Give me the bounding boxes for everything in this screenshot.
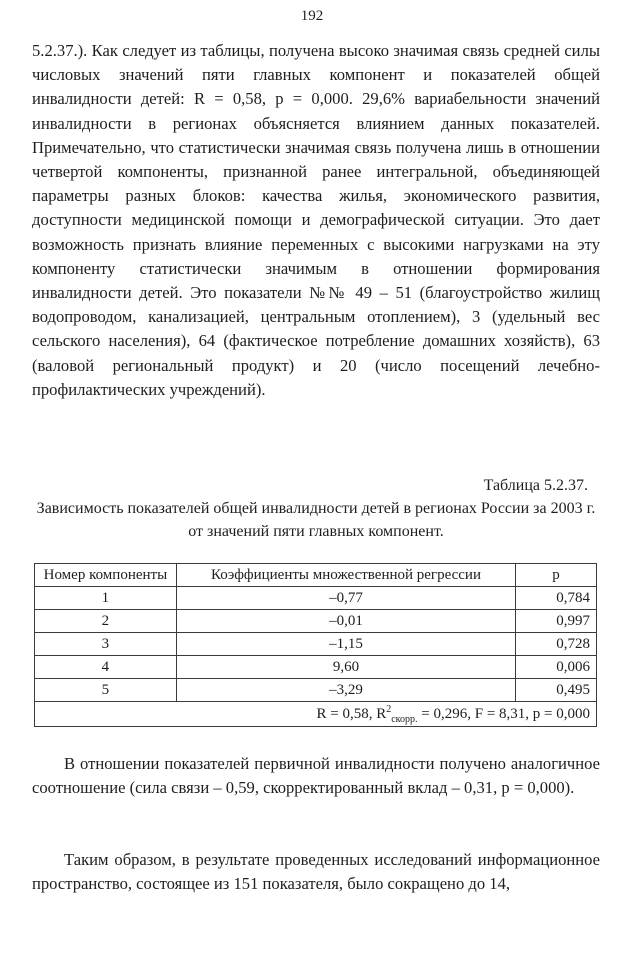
component-cell: 5 — [35, 679, 177, 702]
p-value-cell: 0,495 — [516, 679, 597, 702]
header-p: p — [516, 564, 597, 587]
p-value-cell: 0,784 — [516, 587, 597, 610]
table-row — [35, 587, 597, 610]
table-row — [35, 633, 597, 656]
table-title: Зависимость показателей общей инвалидности детей в регионах России за 2003 г. от значений пяти главных компонент. — [36, 500, 596, 540]
component-cell: 3 — [35, 633, 177, 656]
header-component: Номер компоненты — [35, 564, 177, 587]
coefficient-cell: –0,77 — [176, 587, 515, 610]
coefficient-cell: –1,15 — [176, 633, 515, 656]
coefficient-cell: 9,60 — [176, 656, 515, 679]
component-cell: 2 — [35, 610, 177, 633]
component-cell: 1 — [35, 587, 177, 610]
table-row — [35, 610, 597, 633]
summary-rest: = 0,296, F = 8,31, p = 0,000 — [417, 705, 590, 722]
p-value-cell: 0,997 — [516, 610, 597, 633]
summary-sup: 2 — [386, 703, 392, 715]
summary-sub: скорр. — [391, 713, 418, 725]
coefficient-cell: –3,29 — [176, 679, 515, 702]
table-summary-row — [35, 702, 597, 727]
header-coefficient: Коэффициенты множественной регрессии — [176, 564, 515, 587]
body-paragraph-1: 5.2.37.). Как следует из таблицы, получена высоко значимая связь средней силы числовых значений пяти главных компонент и показателей общей инвалидности детей: R = 0,58, p = 0,000. 29,6% вариабельности значений инвалидности в регионах объясняется влиянием данных показателей. Примечательно, что статистически значимая связь получена лишь в отношении четвертой компоненты, признанной ранее интегральной, объединяющей параметры разных блоков: качества жилья, экономического развития, доступности медицинской помощи и демографической ситуации. Это дает возможность признать влияние переменных с высокими нагрузками на эту компоненту статистически значимым в отношении формирования инвалидности детей. Это показатели №№ 49 – 51 (благоустройство жилищ водопроводом, канализацией, центральным отоплением), 3 (удельный вес сельского населения), 64 (фактическое потребление домашних хозяйств), 63 (валовой региональный продукт) и 20 (число посещений лечебно-профилактических учреждений). — [32, 41, 600, 399]
table-number: Таблица 5.2.37. — [483, 477, 588, 494]
component-cell: 4 — [35, 656, 177, 679]
summary-r-text: R = 0,58, R — [316, 705, 387, 722]
p-value-cell: 0,006 — [516, 656, 597, 679]
coefficient-cell: –0,01 — [176, 610, 515, 633]
page-number: 192 — [300, 8, 324, 24]
table-row — [35, 679, 597, 702]
regression-table — [34, 563, 597, 727]
paragraph-3-text: Таким образом, в результате проведенных исследований информационное пространство, состоящее из 151 показателя, было сокращено до 14, — [32, 850, 600, 894]
table-header-row — [35, 564, 597, 587]
table-row — [35, 656, 597, 679]
body-paragraph-3 — [32, 848, 600, 896]
body-paragraph-2 — [32, 752, 600, 800]
paragraph-2-text: В отношении показателей первичной инвалидности получено аналогичное соотношение (сила связи – 0,59, скорректированный вклад – 0,31, p = 0,000). — [32, 754, 600, 798]
regression-summary — [35, 702, 597, 727]
p-value-cell: 0,728 — [516, 633, 597, 656]
